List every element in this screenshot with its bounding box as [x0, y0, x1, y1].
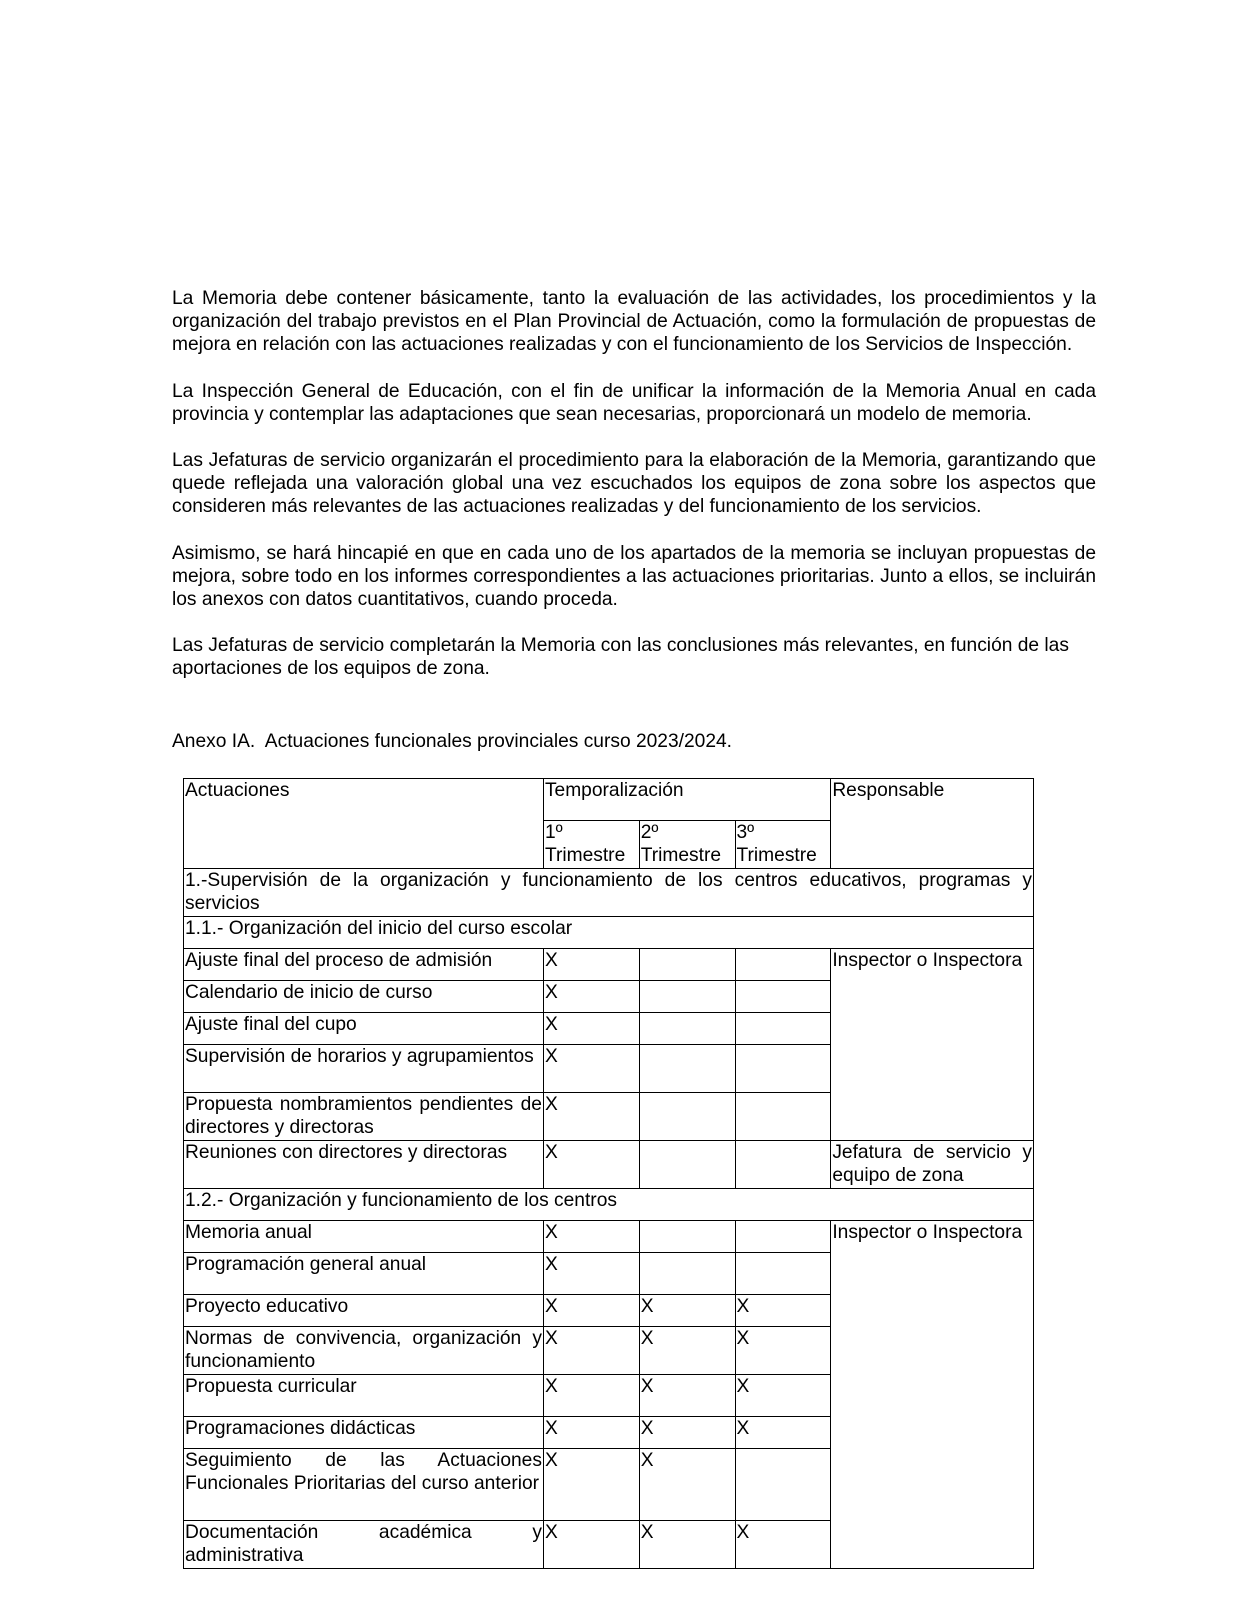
section-row: [184, 869, 1034, 917]
t2-mark: [639, 981, 735, 1013]
t1-mark: X: [543, 1375, 639, 1417]
t2-mark: [639, 1221, 735, 1253]
t3-mark: X: [735, 1327, 831, 1375]
t1-mark: X: [543, 1221, 639, 1253]
header-trimestre-1: 1º Trimestre: [543, 821, 639, 869]
subsection-row: [184, 1189, 1034, 1221]
t3-mark: [735, 949, 831, 981]
t2-mark: X: [639, 1327, 735, 1375]
t2-mark: [639, 1013, 735, 1045]
t2-mark: [639, 1045, 735, 1093]
row-label: Proyecto educativo: [184, 1295, 544, 1327]
actuaciones-table: [183, 778, 1034, 1569]
table-header-row: [184, 779, 1034, 821]
t1-mark: X: [543, 1449, 639, 1521]
t3-mark: X: [735, 1295, 831, 1327]
t1-mark: X: [543, 949, 639, 981]
t2-mark: X: [639, 1375, 735, 1417]
header-responsable: Responsable: [831, 779, 1034, 869]
row-label: Ajuste final del cupo: [184, 1013, 544, 1045]
table-row: [184, 1141, 1034, 1189]
header-actuaciones: Actuaciones: [184, 779, 544, 869]
row-label: Propuesta curricular: [184, 1375, 544, 1417]
t2-mark: X: [639, 1295, 735, 1327]
t1-mark: X: [543, 1417, 639, 1449]
t1-mark: X: [543, 1295, 639, 1327]
header-trimestre-3: 3º Trimestre: [735, 821, 831, 869]
subsection-row: [184, 917, 1034, 949]
subsection-1-2-title: 1.2.- Organización y funcionamiento de los centros: [184, 1189, 1034, 1221]
t3-mark: [735, 1221, 831, 1253]
t1-mark: X: [543, 1093, 639, 1141]
t2-mark: X: [639, 1449, 735, 1521]
paragraph-4: Asimismo, se hará hincapié en que en cada uno de los apartados de la memoria se incluyan propuestas de mejora, sobre todo en los informes correspondientes a las actuaciones prioritarias. Junto a ellos, se incluirán los anexos con datos cuantitativos, cuando proceda.: [172, 542, 1096, 611]
row-label: Supervisión de horarios y agrupamientos: [184, 1045, 544, 1093]
row-label: Calendario de inicio de curso: [184, 981, 544, 1013]
paragraph-2: La Inspección General de Educación, con el fin de unificar la información de la Memoria Anual en cada provincia y contemplar las adaptaciones que sean necesarias, proporcionará un modelo de memoria.: [172, 380, 1096, 425]
t2-mark: [639, 1093, 735, 1141]
subsection-1-1-title: 1.1.- Organización del inicio del curso escolar: [184, 917, 1034, 949]
t3-mark: [735, 1141, 831, 1189]
paragraph-3: Las Jefaturas de servicio organizarán el procedimiento para la elaboración de la Memoria, garantizando que quede reflejada una valoración global una vez escuchados los equipos de zona sobre los aspectos que consideren más relevantes de las actuaciones realizadas y del funcionamiento de los servicios.: [172, 450, 1096, 518]
t2-mark: [639, 1253, 735, 1295]
t2-mark: [639, 949, 735, 981]
t1-mark: X: [543, 1253, 639, 1295]
row-label: Reuniones con directores y directoras: [184, 1141, 544, 1189]
responsable-1-1-a: Inspector o Inspectora: [831, 949, 1034, 1141]
paragraph-5: Las Jefaturas de servicio completarán la Memoria con las conclusiones más relevantes, en función de las aportaciones de los equipos de zona.: [172, 635, 1069, 680]
annex-title: Anexo IA. Actuaciones funcionales provinciales curso 2023/2024.: [172, 731, 732, 752]
row-label: Propuesta nombramientos pendientes de directores y directoras: [184, 1093, 544, 1141]
t3-mark: [735, 981, 831, 1013]
row-label: Programaciones didácticas: [184, 1417, 544, 1449]
t1-mark: X: [543, 1141, 639, 1189]
section-1-title: 1.-Supervisión de la organización y funcionamiento de los centros educativos, programas y servicios: [184, 869, 1034, 917]
t1-mark: X: [543, 1327, 639, 1375]
header-trimestre-2: 2º Trimestre: [639, 821, 735, 869]
intro-text: [172, 287, 1096, 704]
t1-mark: X: [543, 1045, 639, 1093]
t2-mark: [639, 1141, 735, 1189]
t3-mark: X: [735, 1521, 831, 1569]
row-label: Normas de convivencia, organización y funcionamiento: [184, 1327, 544, 1375]
t3-mark: [735, 1093, 831, 1141]
row-label: Seguimiento de las Actuaciones Funcionales Prioritarias del curso anterior: [184, 1449, 544, 1521]
header-temporalizacion: Temporalización: [543, 779, 830, 821]
paragraph-1: La Memoria debe contener básicamente, tanto la evaluación de las actividades, los procedimientos y la organización del trabajo previstos en el Plan Provincial de Actuación, como la formulación de propuestas de mejora en relación con las actuaciones realizadas y con el funcionamiento de los Servicios de Inspección.: [172, 288, 1096, 356]
table-row: [184, 1221, 1034, 1253]
t1-mark: X: [543, 1013, 639, 1045]
responsable-1-2: Inspector o Inspectora: [831, 1221, 1034, 1569]
table-row: [184, 949, 1034, 981]
row-label: Memoria anual: [184, 1221, 544, 1253]
t3-mark: [735, 1449, 831, 1521]
row-label: Programación general anual: [184, 1253, 544, 1295]
responsable-1-1-b: Jefatura de servicio y equipo de zona: [831, 1141, 1034, 1189]
t3-mark: [735, 1013, 831, 1045]
t3-mark: [735, 1253, 831, 1295]
row-label: Documentación académica y administrativa: [184, 1521, 544, 1569]
t1-mark: X: [543, 1521, 639, 1569]
row-label: Ajuste final del proceso de admisión: [184, 949, 544, 981]
t2-mark: X: [639, 1521, 735, 1569]
t1-mark: X: [543, 981, 639, 1013]
t2-mark: X: [639, 1417, 735, 1449]
t3-mark: X: [735, 1417, 831, 1449]
t3-mark: [735, 1045, 831, 1093]
t3-mark: X: [735, 1375, 831, 1417]
